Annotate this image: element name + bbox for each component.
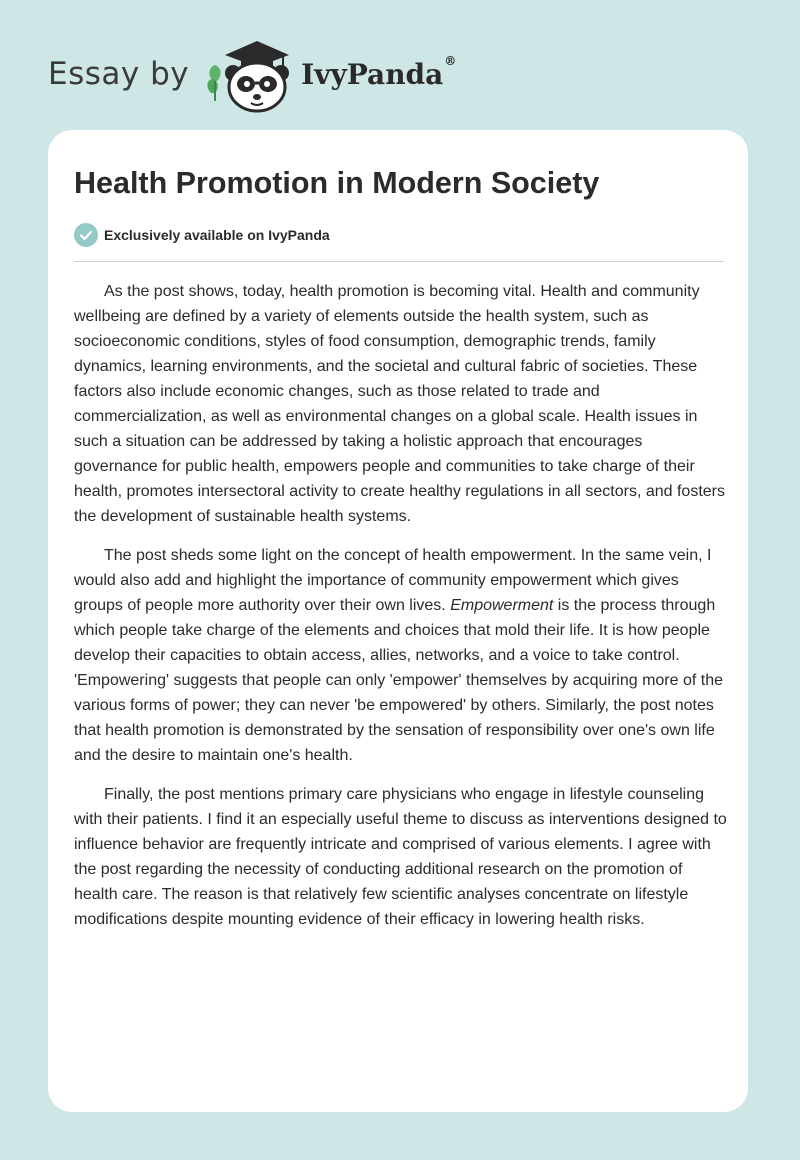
exclusive-badge-label: Exclusively available on IvyPanda xyxy=(104,227,330,243)
paragraph-2-text-start: The post sheds some light on the concept of health empowerment. In the same vein, I would also add and highlight the importance of community empowerment which gives groups of people more authority over their own lives. xyxy=(74,547,712,614)
paragraph-2-text-end: is the process through which people take charge of the elements and choices that mold their life. It is how people develop their capacities to obtain access, allies, networks, and a voice to take control. 'Empowering' suggests that people can only 'empower' themselves by acquiring more of the various forms of power; they can never 'be empowered' by others. Similarly, the post notes that health promotion is demonstrated by the sensation of responsibility over one's own life and the desire to maintain one's health. xyxy=(74,597,724,764)
essay-body xyxy=(74,279,730,946)
exclusive-badge xyxy=(74,223,330,247)
paragraph-3: Finally, the post mentions primary care physicians who engage in lifestyle counseling with their patients. I find it an especially useful theme to discuss as interventions designed to influence behavior are frequently intricate and comprised of various elements. I agree with the post regarding the necessity of conducting additional research on the promotion of health care. The reason is that relatively few scientific analyses concentrate on lifestyle modifications despite mounting evidence of their efficacy in lowering health risks. xyxy=(74,786,727,928)
page-title: Health Promotion in Modern Society xyxy=(74,166,600,200)
divider xyxy=(74,261,724,262)
panda-logo-icon xyxy=(203,35,295,113)
brand-prefix: Essay by xyxy=(48,56,190,92)
brand-header[interactable] xyxy=(48,34,456,114)
emphasis-term: Empowerment xyxy=(450,597,554,614)
paragraph-1: As the post shows, today, health promotion is becoming vital. Health and community wellbeing are defined by a variety of elements outside the health system, such as socioeconomic conditions, styles of food consumption, demographic trends, family dynamics, learning environments, and the societal and cultural fabric of societies. These factors also include economic changes, such as those related to trade and commercialization, as well as environmental changes on a global scale. Health issues in such a situation can be addressed by taking a holistic approach that encourages governance for public health, empowers people and communities to take charge of their health, promotes intersectoral activity to create healthy regulations in all sectors, and fosters the development of sustainable health systems. xyxy=(74,283,725,525)
essay-card xyxy=(48,130,748,1112)
brand-name: IvyPanda® xyxy=(301,53,457,91)
paragraph-2 xyxy=(74,543,730,768)
check-circle-icon xyxy=(74,223,98,247)
